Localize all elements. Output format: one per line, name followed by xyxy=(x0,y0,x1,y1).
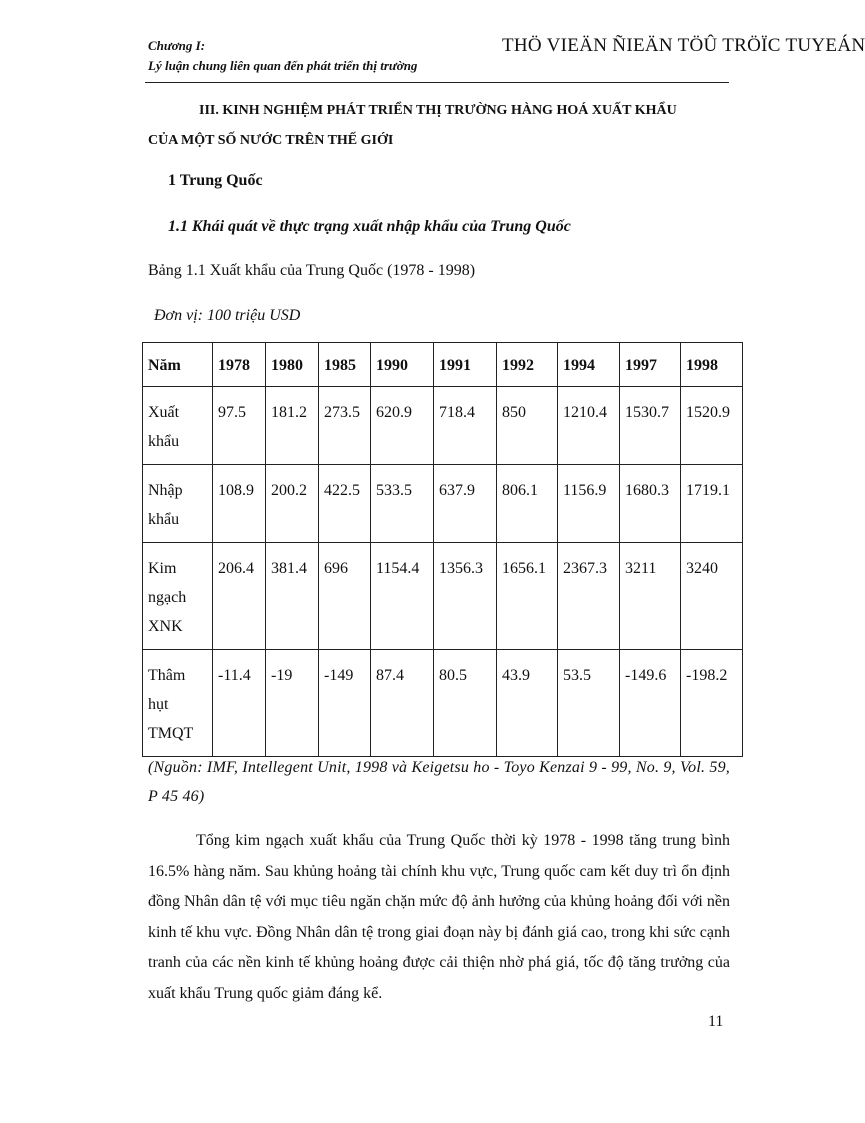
header-chapter: Chương I: xyxy=(148,38,206,53)
value-cell: 1656.1 xyxy=(497,543,558,650)
value-cell: 1156.9 xyxy=(558,465,620,543)
value-cell: 422.5 xyxy=(319,465,371,543)
value-cell: 181.2 xyxy=(266,387,319,465)
subsection-heading: 1 Trung Quốc xyxy=(168,172,263,189)
table-row xyxy=(143,465,743,543)
row-label-cell: Kim ngạch XNK xyxy=(143,543,213,650)
value-cell: 87.4 xyxy=(371,650,434,757)
value-cell: -19 xyxy=(266,650,319,757)
body-text xyxy=(148,826,730,1009)
value-cell: 1680.3 xyxy=(620,465,681,543)
value-cell: -198.2 xyxy=(681,650,743,757)
section-heading-line1: III. KINH NGHIỆM PHÁT TRIỂN THỊ TRƯỜNG HÀNG HOÁ XUẤT KHẨU xyxy=(199,103,677,118)
value-cell: 43.9 xyxy=(497,650,558,757)
value-cell: -11.4 xyxy=(213,650,266,757)
header-cell-year: 1990 xyxy=(371,343,434,387)
section-heading xyxy=(148,96,730,156)
header-cell-year: 1980 xyxy=(266,343,319,387)
header-divider xyxy=(145,82,729,83)
header-cell-year: 1997 xyxy=(620,343,681,387)
table-row xyxy=(143,387,743,465)
header-cell-year-label: Năm xyxy=(143,343,213,387)
header-subtitle: Lý luận chung liên quan đến phát triển thị trường xyxy=(148,58,418,73)
table-caption: Bảng 1.1 Xuất khẩu của Trung Quốc (1978 - 1998) xyxy=(148,262,476,279)
value-cell: 80.5 xyxy=(434,650,497,757)
value-cell: 97.5 xyxy=(213,387,266,465)
header-cell-year: 1978 xyxy=(213,343,266,387)
value-cell: -149.6 xyxy=(620,650,681,757)
row-label-cell: Thâm hụt TMQT xyxy=(143,650,213,757)
table-row xyxy=(143,650,743,757)
value-cell: 53.5 xyxy=(558,650,620,757)
export-import-table xyxy=(142,342,743,757)
header-cell-year: 1994 xyxy=(558,343,620,387)
table-source-note: (Nguồn: IMF, Intellegent Unit, 1998 và Keigetsu ho - Toyo Kenzai 9 - 99, No. 9, Vol. 59, P 45 46) xyxy=(148,759,730,805)
value-cell: 1210.4 xyxy=(558,387,620,465)
value-cell: 637.9 xyxy=(434,465,497,543)
value-cell: 1520.9 xyxy=(681,387,743,465)
page-number: 11 xyxy=(708,1013,724,1030)
table-header-row xyxy=(143,343,743,387)
value-cell: 3211 xyxy=(620,543,681,650)
sub-subsection-heading: 1.1 Khái quát về thực trạng xuất nhập khẩu của Trung Quốc xyxy=(168,218,571,235)
value-cell: 3240 xyxy=(681,543,743,650)
value-cell: 108.9 xyxy=(213,465,266,543)
value-cell: 696 xyxy=(319,543,371,650)
value-cell: 806.1 xyxy=(497,465,558,543)
header-library-watermark: THÖ VIEÄN ÑIEÄN TÖÛ TRÖÏC TUYEÁN xyxy=(502,35,865,56)
value-cell: 620.9 xyxy=(371,387,434,465)
table-unit: Đơn vị: 100 triệu USD xyxy=(154,307,301,324)
value-cell: -149 xyxy=(319,650,371,757)
row-label-cell: Nhập khẩu xyxy=(143,465,213,543)
header-cell-year: 1992 xyxy=(497,343,558,387)
value-cell: 2367.3 xyxy=(558,543,620,650)
value-cell: 1154.4 xyxy=(371,543,434,650)
header-cell-year: 1998 xyxy=(681,343,743,387)
header-cell-year: 1985 xyxy=(319,343,371,387)
value-cell: 273.5 xyxy=(319,387,371,465)
value-cell: 206.4 xyxy=(213,543,266,650)
body-paragraph: Tổng kim ngạch xuất khẩu của Trung Quốc thời kỳ 1978 - 1998 tăng trung bình 16.5% hàng năm. Sau khủng hoảng tài chính khu vực, Trung quốc cam kết duy trì ổn định đồng Nhân dân tệ với mục tiêu ngăn chặn mức độ ảnh hưởng của khủng hoảng đối với nền kinh tế khu vực. Đồng Nhân dân tệ trong giai đoạn này bị đánh giá cao, trong khi sức cạnh tranh của các nền kinh tế khủng hoảng được cải thiện nhờ phá giá, tốc độ tăng trưởng của xuất khẩu Trung quốc giảm đáng kể. xyxy=(148,832,730,1002)
value-cell: 1719.1 xyxy=(681,465,743,543)
value-cell: 1530.7 xyxy=(620,387,681,465)
value-cell: 200.2 xyxy=(266,465,319,543)
value-cell: 533.5 xyxy=(371,465,434,543)
row-label-cell: Xuất khẩu xyxy=(143,387,213,465)
section-heading-line2: CỦA MỘT SỐ NƯỚC TRÊN THẾ GIỚI xyxy=(148,133,394,148)
value-cell: 718.4 xyxy=(434,387,497,465)
header-cell-year: 1991 xyxy=(434,343,497,387)
value-cell: 850 xyxy=(497,387,558,465)
table-row xyxy=(143,543,743,650)
value-cell: 1356.3 xyxy=(434,543,497,650)
value-cell: 381.4 xyxy=(266,543,319,650)
